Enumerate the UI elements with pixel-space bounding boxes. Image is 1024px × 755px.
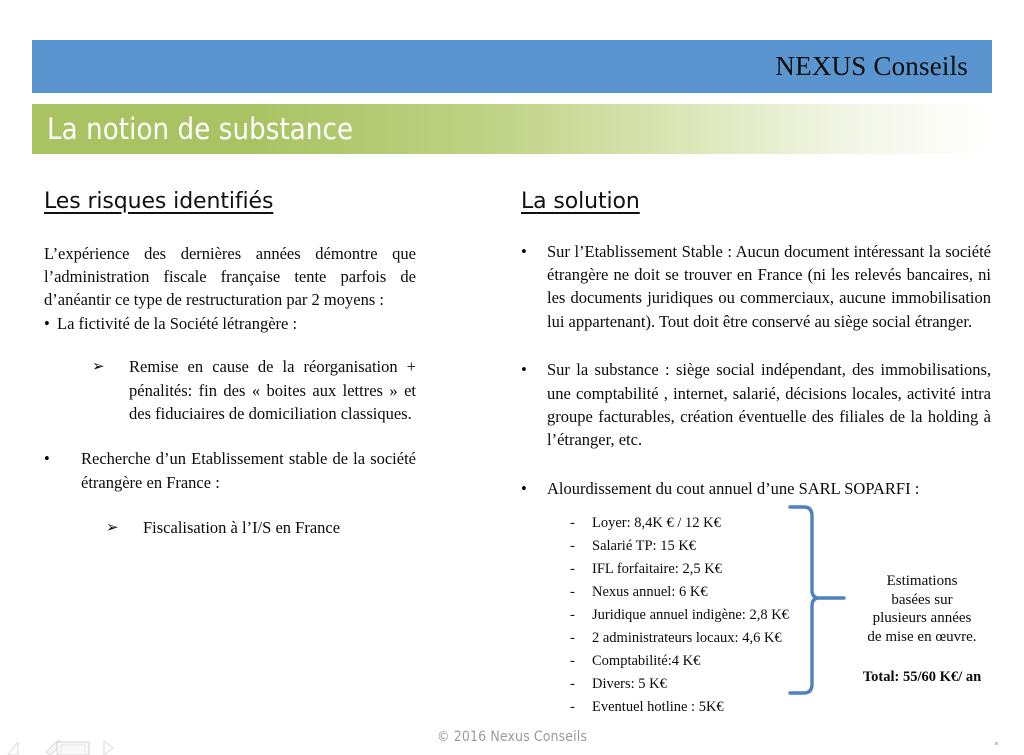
bullet-dot-icon: •	[521, 360, 527, 380]
list-item-label: Fiscalisation à l’I/S en France	[143, 518, 341, 538]
list-item	[44, 312, 416, 335]
list-item-label: La fictivité de la Société létrangère :	[57, 313, 298, 333]
footer-dot-marker	[995, 742, 998, 745]
dash-bullet-icon: -	[570, 676, 575, 693]
estimations-note-line: basées sur	[891, 591, 953, 608]
cost-list-item-label: Divers: 5 K€	[592, 676, 667, 693]
dash-bullet-icon: -	[570, 515, 575, 531]
dash-bullet-icon: -	[570, 538, 575, 555]
cost-list-item-label: IFL forfaitaire: 2,5 K€	[592, 561, 722, 578]
cost-list-item	[570, 627, 800, 650]
list-item	[44, 516, 416, 539]
right-column-heading: La solution	[521, 189, 640, 214]
cost-list-item	[570, 673, 800, 696]
bottom-edge-tool-icons	[0, 736, 160, 755]
list-item	[44, 355, 416, 425]
list-item-label: Alourdissement du cout annuel d’une SARL SOPARFI :	[547, 478, 920, 498]
cost-list-item-label: Eventuel hotline : 5K€	[592, 699, 724, 716]
list-item-label: Remise en cause de la réorganisation + pénalités: fin des « boites aux lettres » et des fiduciaires de domiciliation classiques.	[129, 357, 416, 424]
list-item-label: Recherche d’un Etablissement stable de la société étrangère en France :	[81, 449, 416, 492]
page-title: La notion de substance	[47, 112, 354, 146]
cost-list-item-label: Juridique annuel indigène: 2,8 K€	[592, 607, 789, 624]
dash-bullet-icon: -	[570, 699, 575, 716]
cost-list-item	[570, 604, 800, 627]
bullet-dot-icon: •	[521, 241, 527, 261]
estimations-note-line: plusieurs années	[872, 610, 972, 627]
list-item	[521, 358, 991, 452]
estimations-total: Total: 55/60 K€/ an	[862, 669, 982, 685]
estimations-note	[846, 572, 998, 646]
bullet-dot-icon: •	[44, 449, 50, 469]
cost-list-item	[570, 696, 800, 719]
cost-breakdown-list	[570, 512, 800, 719]
dash-bullet-icon: -	[570, 607, 575, 624]
list-item-label: Sur la substance : siège social indépendant, des immobilisations, une comptabilité , internet, salarié, décisions locales, activité intra groupe facturables, création éventuelle des filiales de la holding à l’étranger, etc.	[547, 360, 991, 450]
dash-bullet-icon: -	[570, 630, 575, 647]
footer-copyright: © 2016 Nexus Conseils	[436, 729, 588, 745]
cost-list-item	[570, 650, 800, 673]
estimations-note-line: de mise en œuvre.	[867, 628, 977, 645]
bullet-dot-icon: •	[521, 478, 527, 498]
brand-title: NEXUS Conseils	[775, 50, 968, 81]
cost-list-item-label: 2 administrateurs locaux: 4,6 K€	[592, 630, 782, 647]
estimations-note-line: Estimations	[886, 573, 958, 589]
cost-list-item	[570, 581, 800, 604]
cost-list-item	[570, 558, 800, 581]
list-item	[521, 477, 991, 500]
left-column-heading: Les risques identifiés	[44, 189, 274, 214]
dash-bullet-icon: -	[570, 584, 575, 601]
left-intro-paragraph: L’expérience des dernières années démontre que l’administration fiscale française tente parfois de d’anéantir ce type de restructuration par 2 moyens :	[44, 243, 416, 310]
cost-list-item-label: Nexus annuel: 6 K€	[592, 584, 708, 601]
list-item	[44, 447, 416, 494]
cost-list-item-label: Comptabilité:4 K€	[592, 653, 701, 670]
cost-list-item-label: Salarié TP: 15 K€	[592, 538, 697, 555]
dash-bullet-icon: -	[570, 561, 575, 578]
bullet-dot-icon: •	[44, 313, 50, 333]
cost-list-item	[570, 535, 800, 558]
bullet-arrow-icon: ➢	[106, 518, 119, 537]
list-item-label: Sur l’Etablissement Stable : Aucun document intéressant la société étrangère ne doit se trouver en France (ni les relevés bancaires, ni les documents juridiques ou commerciaux, aucune immobilisation lui appartenant). Tout doit être conservé au siège social étranger.	[547, 241, 991, 331]
brand-bar	[32, 40, 992, 93]
cost-list-item-label: Loyer: 8,4K € / 12 K€	[592, 515, 721, 531]
list-item	[521, 240, 991, 334]
right-column	[521, 188, 991, 525]
left-column	[44, 188, 416, 562]
dash-bullet-icon: -	[570, 653, 575, 670]
cost-list-item	[570, 512, 800, 535]
bullet-arrow-icon: ➢	[92, 357, 105, 376]
